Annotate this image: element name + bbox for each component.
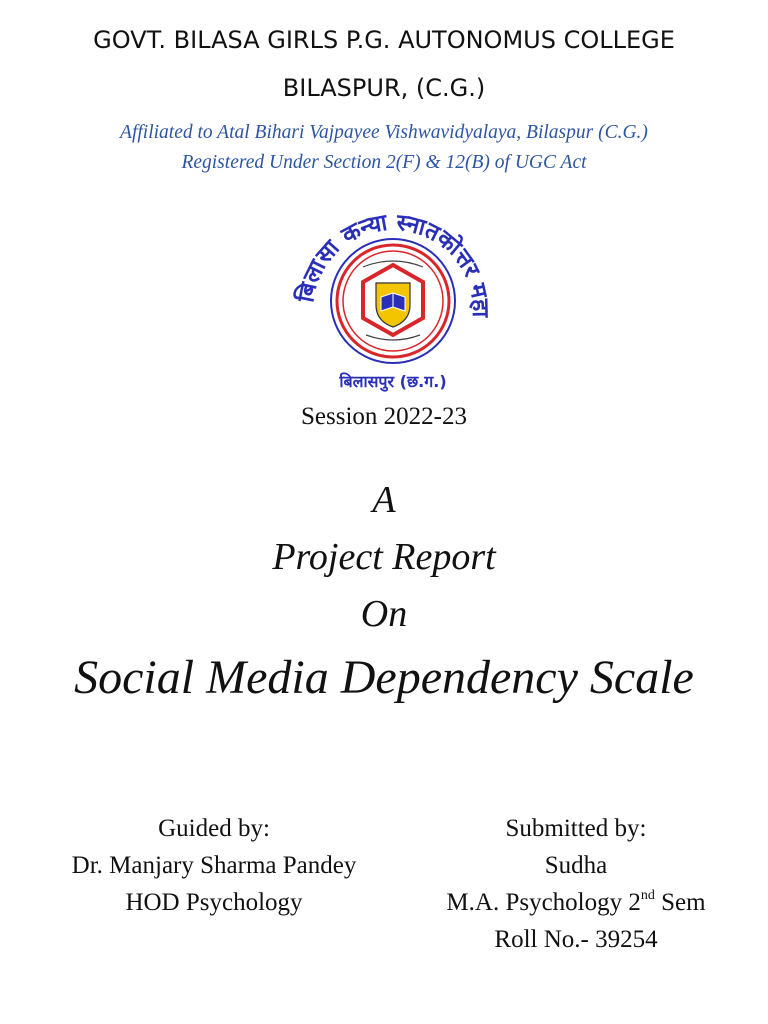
session-label: Session 2022-23	[301, 403, 467, 430]
college-city: BILASPUR, (C.G.)	[282, 74, 486, 102]
submitted-by-label: Submitted by:	[505, 815, 647, 842]
student-course	[406, 884, 746, 921]
guide-name: Dr. Manjary Sharma Pandey	[71, 852, 357, 879]
college-emblem-svg	[278, 205, 508, 395]
guide-designation: HOD Psychology	[125, 889, 303, 916]
title-project-report: Project Report	[272, 536, 496, 578]
submitted-by-block	[406, 810, 746, 958]
emblem-place-text: बिलासपुर (छ.ग.)	[339, 372, 447, 391]
report-title: Social Media Dependency Scale	[74, 651, 694, 704]
guided-by-label: Guided by:	[158, 815, 270, 842]
college-emblem-icon	[278, 205, 508, 395]
roll-number: Roll No.- 39254	[494, 926, 658, 953]
affiliation-text: Affiliated to Atal Bihari Vajpayee Vishwavidyalaya, Bilaspur (C.G.)	[120, 122, 648, 143]
title-article: A	[372, 479, 396, 521]
student-name: Sudha	[544, 852, 608, 879]
course-prefix: M.A. Psychology 2	[446, 889, 641, 916]
college-name: GOVT. BILASA GIRLS P.G. AUTONOMUS COLLEGE	[93, 26, 675, 54]
title-on: On	[360, 593, 408, 635]
course-suffix: Sem	[654, 889, 706, 916]
course-ordinal: nd	[640, 888, 655, 903]
emblem-ring-textpath: बिलासा कन्या स्नातकोत्तर महा	[293, 209, 494, 318]
registration-text: Registered Under Section 2(F) & 12(B) of UGC Act	[181, 152, 587, 173]
guided-by-block	[14, 810, 414, 921]
